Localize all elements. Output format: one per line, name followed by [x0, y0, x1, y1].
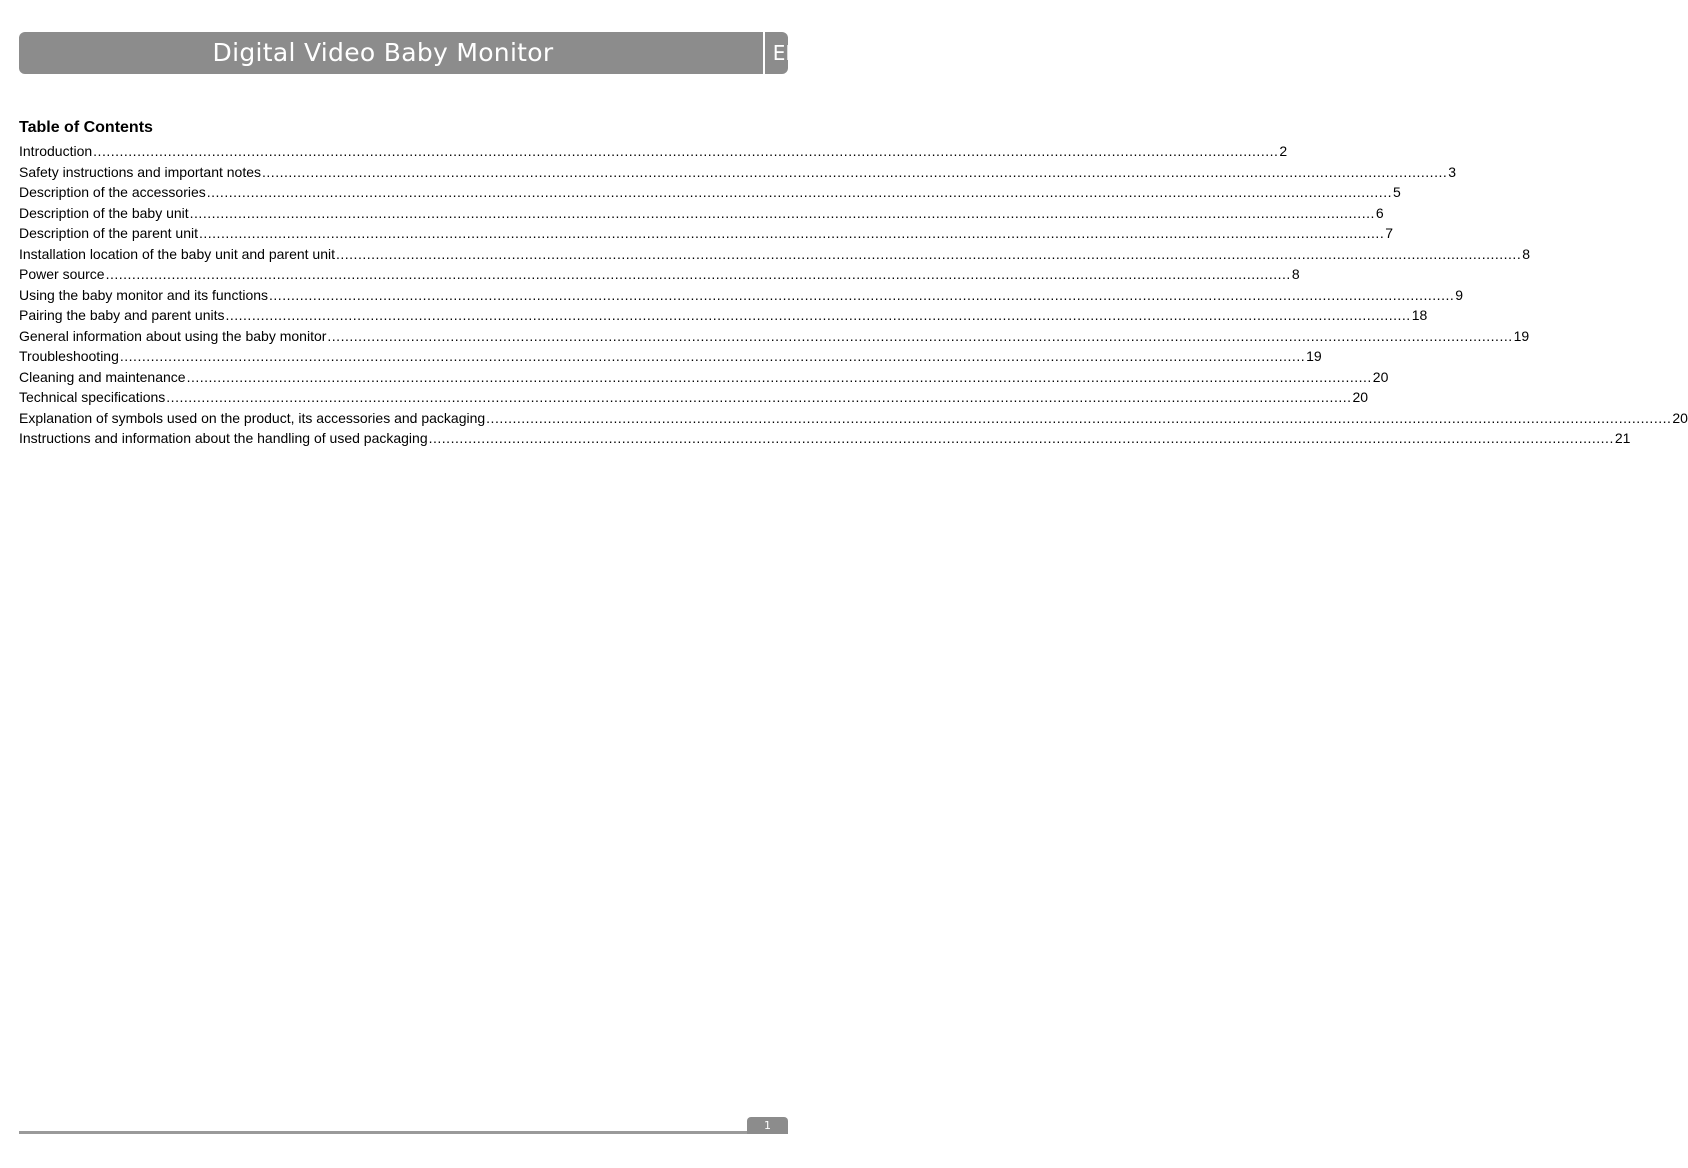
toc-entry[interactable]: [19, 182, 1401, 203]
toc-entry-title: Description of the parent unit: [19, 225, 198, 241]
toc-dot-leader: [207, 182, 1392, 203]
toc-entry[interactable]: [19, 223, 1394, 244]
toc-dot-leader: [269, 285, 1454, 306]
toc-entry-title: General information about using the baby monitor: [19, 327, 327, 344]
toc-entry-title: Using the baby monitor and its functions: [19, 286, 269, 303]
toc-entry-page: 8: [1522, 245, 1531, 262]
document-title: Digital Video Baby Monitor: [212, 38, 554, 67]
footer-rule: [19, 1131, 749, 1134]
toc-entry-page: 5: [1392, 184, 1401, 200]
page-number: 1: [747, 1117, 788, 1134]
toc-entry-title: Description of the accessories: [19, 184, 206, 200]
header-bar: [19, 32, 801, 74]
toc-entry[interactable]: [19, 141, 1288, 162]
toc-entry[interactable]: [19, 387, 1369, 408]
toc-dot-leader: [166, 387, 1351, 408]
toc-dot-leader: [486, 408, 1671, 429]
toc-entry-page: 21: [1614, 430, 1631, 446]
toc-entry-page: 20: [1372, 368, 1389, 385]
toc-entry-title: Safety instructions and important notes: [19, 163, 262, 180]
toc-dot-leader: [93, 141, 1278, 162]
toc-entry[interactable]: [19, 244, 1531, 265]
toc-dot-leader: [190, 203, 1375, 224]
toc-entry-title: Introduction: [19, 143, 93, 159]
toc-dot-leader: [429, 428, 1614, 449]
toc-dot-leader: [327, 326, 1512, 347]
toc-entry[interactable]: [19, 346, 1322, 367]
toc-entry[interactable]: [19, 367, 1389, 388]
toc-dot-leader: [225, 305, 1410, 326]
toc-entry[interactable]: [19, 326, 1530, 347]
toc-entry-page: 20: [1352, 389, 1369, 405]
toc-dot-leader: [106, 264, 1291, 285]
toc-entry-page: 7: [1385, 225, 1394, 241]
toc-entry-title: Cleaning and maintenance: [19, 368, 186, 385]
toc-entry[interactable]: [19, 428, 1631, 449]
toc-entry-page: 6: [1375, 204, 1384, 221]
toc-entry-title: Technical specifications: [19, 389, 166, 405]
table-of-contents: [19, 117, 1688, 449]
toc-entry[interactable]: [19, 203, 1384, 224]
toc-entry[interactable]: [19, 162, 1457, 183]
toc-entry[interactable]: [19, 285, 1464, 306]
toc-entry-title: Description of the baby unit: [19, 204, 189, 221]
toc-entry-page: 3: [1448, 163, 1457, 180]
toc-entry-page: 19: [1306, 348, 1322, 364]
toc-entry-page: 20: [1672, 409, 1688, 426]
toc-entry-title: Installation location of the baby unit and parent unit: [19, 245, 335, 262]
toc-entry-page: 2: [1279, 143, 1288, 159]
toc-dot-leader: [187, 367, 1372, 388]
toc-entry[interactable]: [19, 305, 1428, 326]
toc-entry[interactable]: [19, 264, 1300, 285]
toc-dot-leader: [336, 244, 1521, 265]
toc-entry[interactable]: [19, 408, 1688, 429]
toc-dot-leader: [262, 162, 1447, 183]
toc-entry-title: Pairing the baby and parent units: [19, 307, 225, 323]
toc-entry-page: 19: [1513, 327, 1530, 344]
toc-entry-title: Troubleshooting: [19, 348, 119, 364]
toc-entry-title: Explanation of symbols used on the product, its accessories and packaging: [19, 409, 486, 426]
toc-entry-page: 18: [1411, 307, 1428, 323]
toc-entry-page: 9: [1455, 286, 1464, 303]
toc-entry-title: Power source: [19, 266, 105, 282]
toc-dot-leader: [120, 346, 1305, 367]
toc-dot-leader: [199, 223, 1384, 244]
toc-heading: Table of Contents: [19, 119, 153, 136]
language-badge: EN: [772, 41, 801, 65]
toc-entry-title: Instructions and information about the handling of used packaging: [19, 430, 428, 446]
toc-list: [19, 141, 1688, 449]
toc-entry-page: 8: [1291, 266, 1300, 282]
